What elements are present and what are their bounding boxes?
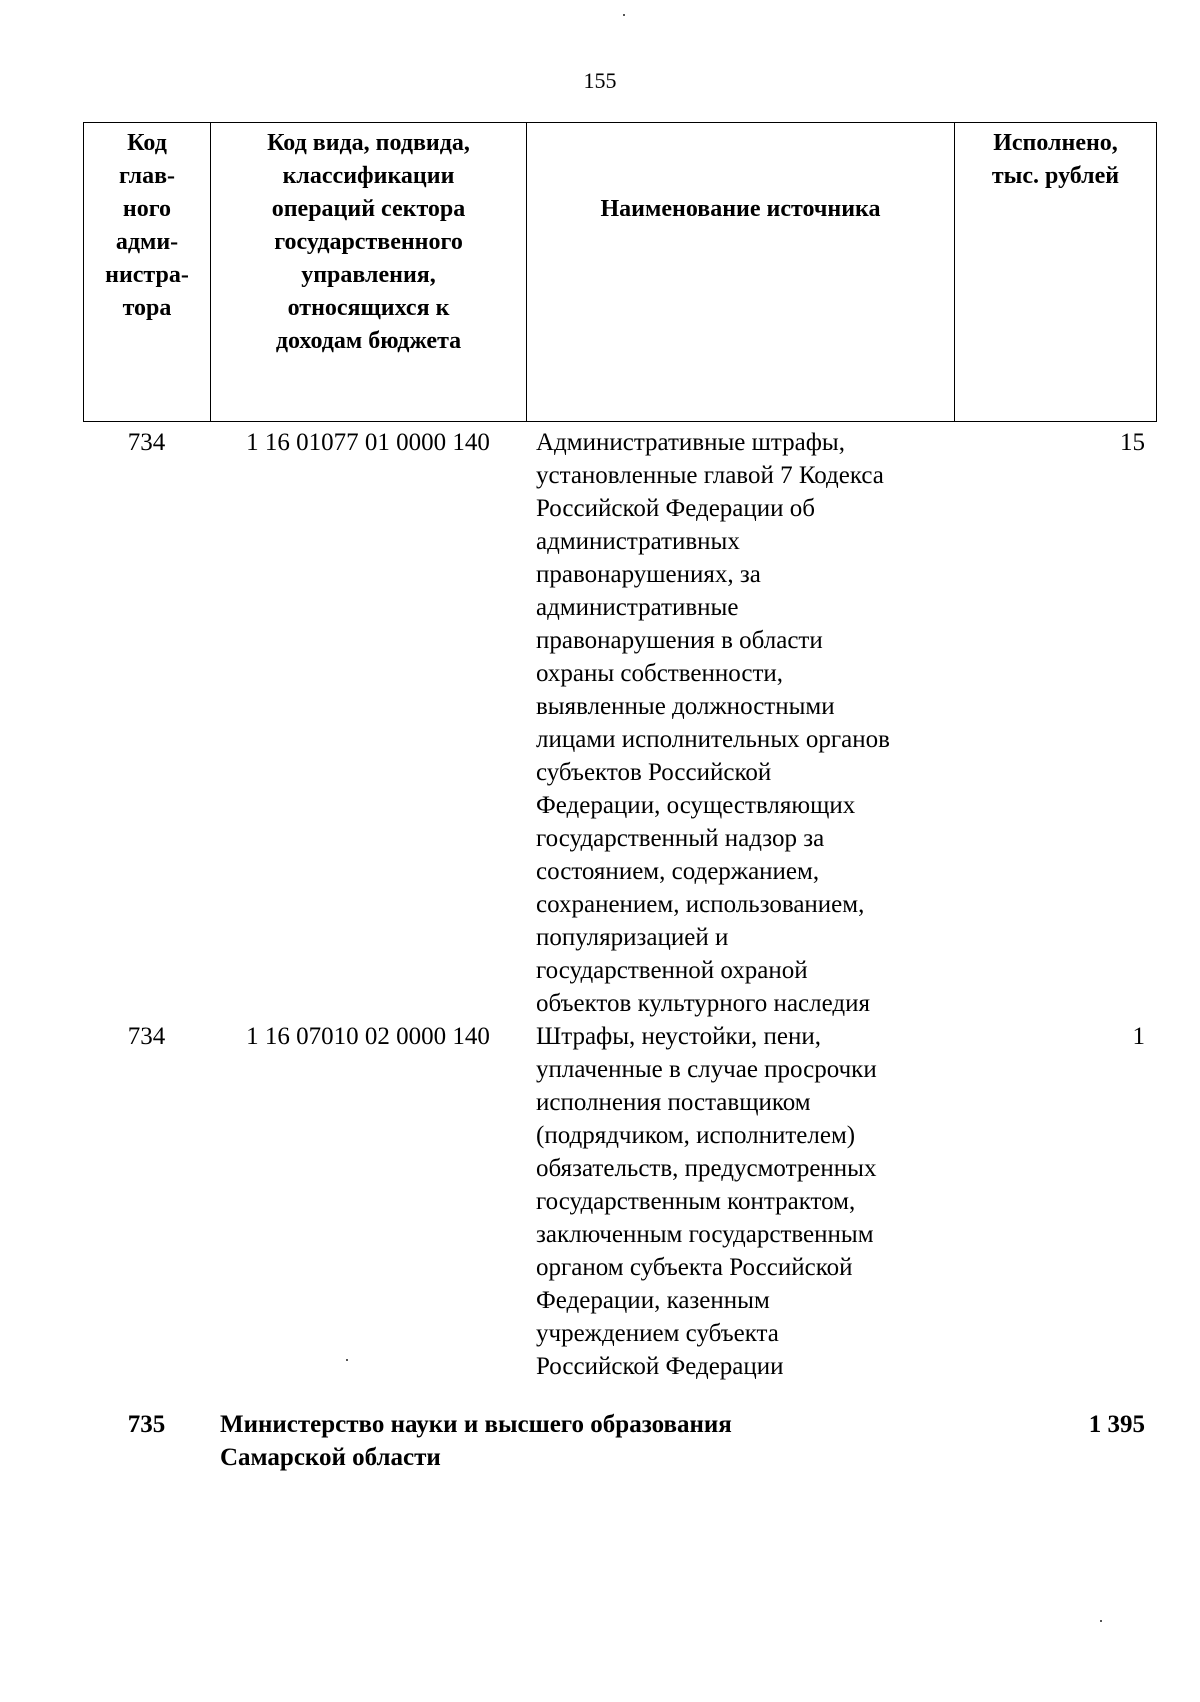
summary-name: Министерство науки и высшего образования Самарской области (220, 1411, 732, 1471)
row-executed: 1 (1132, 1023, 1145, 1050)
table-body (83, 426, 1157, 1383)
scan-speck (623, 14, 625, 16)
table-row (83, 426, 1157, 1020)
row-admin-code: 734 (127, 1023, 166, 1050)
row-revenue-code: 1 16 01077 01 0000 140 (246, 429, 490, 456)
header-source-name-text: Наименование источника (600, 196, 881, 222)
scan-speck (1100, 1620, 1102, 1622)
row-source-name: Штрафы, неустойки, пени, уплаченные в случае просрочки исполнения поставщиком (подрядчиком, исполнителем) обязательств, предусмотренных государственным контрактом, заключенным государственным органом субъекта Российской Федерации, казенным учреждением субъекта Российской Федерации (536, 1023, 877, 1380)
row-admin-code: 734 (127, 429, 166, 456)
scan-speck (346, 1359, 348, 1361)
row-source-name: Административные штрафы, установленные главой 7 Кодекса Российской Федерации об административных правонарушениях, за административные правонарушения в области охраны собственности, выявленные должностными лицами исполнительных органов субъектов Российской Федерации, осуществляющих государственный надзор за состоянием, содержанием, сохранением, использованием, популяризацией и государственной охраной объектов культурного наследия (536, 429, 890, 1017)
header-admin-code: Код глав- ного адми- нистра- тора (84, 123, 211, 421)
header-source-name (527, 123, 955, 421)
table-header (83, 122, 1157, 422)
summary-admin-code: 735 (127, 1411, 166, 1438)
page-number: 155 (583, 68, 617, 93)
ministry-summary-row (83, 1408, 1157, 1474)
header-revenue-code: Код вида, подвида, классификации операций сектора государственного управления, относящихся к доходам бюджета (211, 123, 527, 421)
table-row (83, 1020, 1157, 1383)
row-executed: 15 (1120, 429, 1145, 456)
summary-executed: 1 395 (1088, 1411, 1145, 1438)
header-executed: Исполнено, тыс. рублей (991, 130, 1120, 189)
row-revenue-code: 1 16 07010 02 0000 140 (246, 1023, 490, 1050)
